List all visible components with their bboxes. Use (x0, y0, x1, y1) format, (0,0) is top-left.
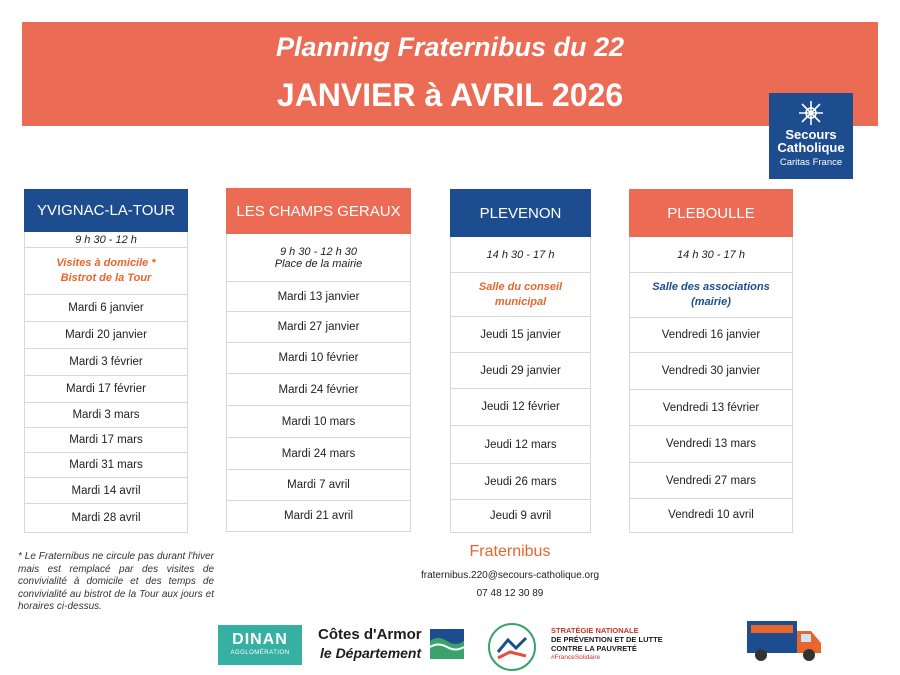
date-row (451, 426, 590, 464)
date-row (227, 406, 410, 438)
date-row (25, 322, 187, 349)
contact-phone[interactable]: 07 48 12 30 89 (476, 588, 544, 599)
dinan-agglomeration-logo (218, 625, 302, 665)
strategy-line-2: DE PRÉVENTION ET DE LUTTE (551, 635, 663, 644)
strategie-nationale-logo (551, 626, 691, 662)
hours-text: 14 h 30 - 17 h (486, 248, 555, 261)
date-text: Mardi 13 janvier (277, 290, 360, 303)
date-text: Mardi 21 avril (283, 509, 354, 522)
date-row (25, 376, 187, 403)
column-header: PLEBOULLE (629, 189, 793, 237)
logo-line-3: Caritas France (779, 157, 843, 168)
place-line-2: municipal (494, 295, 547, 308)
hours-text: 9 h 30 - 12 h (75, 233, 137, 246)
date-row (227, 312, 410, 343)
secours-catholique-cross-icon (797, 99, 825, 127)
date-row (227, 374, 410, 406)
column-plevenon (450, 189, 591, 533)
cotes-darmor-wave-icon (430, 629, 464, 659)
date-row (630, 318, 792, 353)
date-row (25, 478, 187, 504)
date-row (451, 389, 590, 426)
date-row (451, 353, 590, 389)
title-banner (22, 22, 878, 126)
date-text: Vendredi 27 mars (665, 474, 757, 487)
date-row (451, 500, 590, 531)
date-text: Vendredi 16 janvier (661, 329, 761, 341)
date-text: Mardi 24 mars (281, 447, 356, 460)
date-text: Vendredi 13 février (662, 401, 760, 414)
hours-row (630, 237, 792, 273)
fraternibus-truck-icon (745, 617, 825, 665)
hours-row (451, 237, 590, 273)
cotes-darmor-logo (318, 626, 468, 664)
date-row (25, 504, 187, 531)
place-line-2: (mairie) (691, 296, 731, 308)
strategy-hashtag: #FranceSolidaire (551, 654, 601, 661)
logo-line-2: Catholique (777, 140, 845, 155)
date-row (630, 390, 792, 426)
date-text: Mardi 10 février (278, 352, 359, 364)
place-line-1: Visites à domicile * (56, 257, 156, 269)
date-row (227, 438, 410, 470)
date-text: Mardi 20 janvier (65, 329, 147, 341)
place-line-1: Salle des associations (652, 281, 770, 293)
title-line-1: Planning Fraternibus du 22 (275, 32, 625, 62)
place-line-2: Bistrot de la Tour (60, 272, 152, 284)
footnote: * Le Fraternibus ne circule pas durant l'hiver mais est remplacé par des visites de convivialité à domicile et des temps de convivialité au bistrot de la Tour aux jours et horaires ci-dessus. (18, 551, 214, 612)
secours-catholique-logo (769, 93, 853, 179)
strategy-line-3: CONTRE LA PAUVRETÉ (551, 644, 637, 653)
date-text: Mardi 31 mars (69, 459, 143, 471)
dinan-logo-text: DINAN (232, 631, 288, 648)
date-row (451, 464, 590, 500)
date-text: Mardi 17 mars (69, 434, 143, 446)
date-row (451, 317, 590, 353)
date-text: Vendredi 13 mars (665, 438, 757, 450)
date-row (227, 470, 410, 501)
date-text: Mardi 3 février (69, 356, 143, 368)
cotes-darmor-logo-text: Côtes d'Armor (318, 626, 422, 643)
date-text: Mardi 17 février (66, 383, 146, 395)
hours-row (25, 232, 187, 248)
dinan-logo-subtext: AGGLOMÉRATION (230, 650, 290, 656)
place-line-1: Salle du conseil (478, 280, 563, 293)
date-row (25, 453, 187, 478)
place-row (630, 273, 792, 318)
column-pleboulle (629, 189, 793, 533)
date-text: Jeudi 29 janvier (480, 364, 561, 377)
date-row (227, 343, 410, 374)
hours-text: 14 h 30 - 17 h (677, 248, 745, 261)
date-text: Mardi 27 janvier (277, 321, 360, 333)
date-text: Mardi 14 avril (71, 484, 141, 497)
column-header: PLEVENON (450, 189, 591, 237)
date-text: Jeudi 9 avril (489, 509, 552, 522)
date-row (25, 295, 187, 322)
date-text: Vendredi 10 avril (668, 509, 754, 521)
date-row (630, 499, 792, 531)
column-header: LES CHAMPS GERAUX (226, 188, 411, 234)
place-text: Place de la mairie (274, 257, 363, 270)
date-text: Mardi 28 avril (71, 511, 141, 524)
date-row (227, 501, 410, 530)
france-relance-logo (486, 622, 538, 672)
date-text: Mardi 24 février (278, 383, 359, 396)
column-yvignac (24, 189, 188, 533)
date-row (630, 426, 792, 463)
column-header: YVIGNAC-LA-TOUR (24, 189, 188, 232)
date-text: Mardi 6 janvier (68, 302, 144, 314)
cotes-darmor-logo-subtext: le Département (320, 645, 422, 661)
date-text: Jeudi 26 mars (484, 475, 557, 488)
date-text: Jeudi 12 mars (484, 438, 557, 451)
place-row (25, 248, 187, 295)
title-line-2: JANVIER à AVRIL 2026 (276, 77, 624, 113)
column-champs-geraux (226, 188, 411, 532)
date-text: Mardi 3 mars (72, 409, 140, 421)
date-text: Vendredi 30 janvier (661, 365, 761, 377)
date-row (227, 282, 410, 312)
date-row (25, 403, 187, 428)
logo-line-1: Secours (785, 127, 837, 142)
date-text: Mardi 7 avril (287, 479, 350, 491)
strategy-line-1: STRATÉGIE NATIONALE (551, 626, 639, 635)
contact-email[interactable]: fraternibus.220@secours-catholique.org (420, 570, 600, 581)
contact-title: Fraternibus (469, 543, 551, 560)
date-text: Jeudi 12 février (481, 401, 560, 413)
date-row (630, 353, 792, 390)
date-text: Jeudi 15 janvier (480, 328, 561, 341)
place-row (451, 273, 590, 317)
date-row (25, 349, 187, 376)
hours-place-row (227, 234, 410, 282)
hours-text: 9 h 30 - 12 h 30 (279, 245, 358, 258)
date-row (25, 428, 187, 453)
date-row (630, 463, 792, 499)
date-text: Mardi 10 mars (281, 415, 356, 428)
